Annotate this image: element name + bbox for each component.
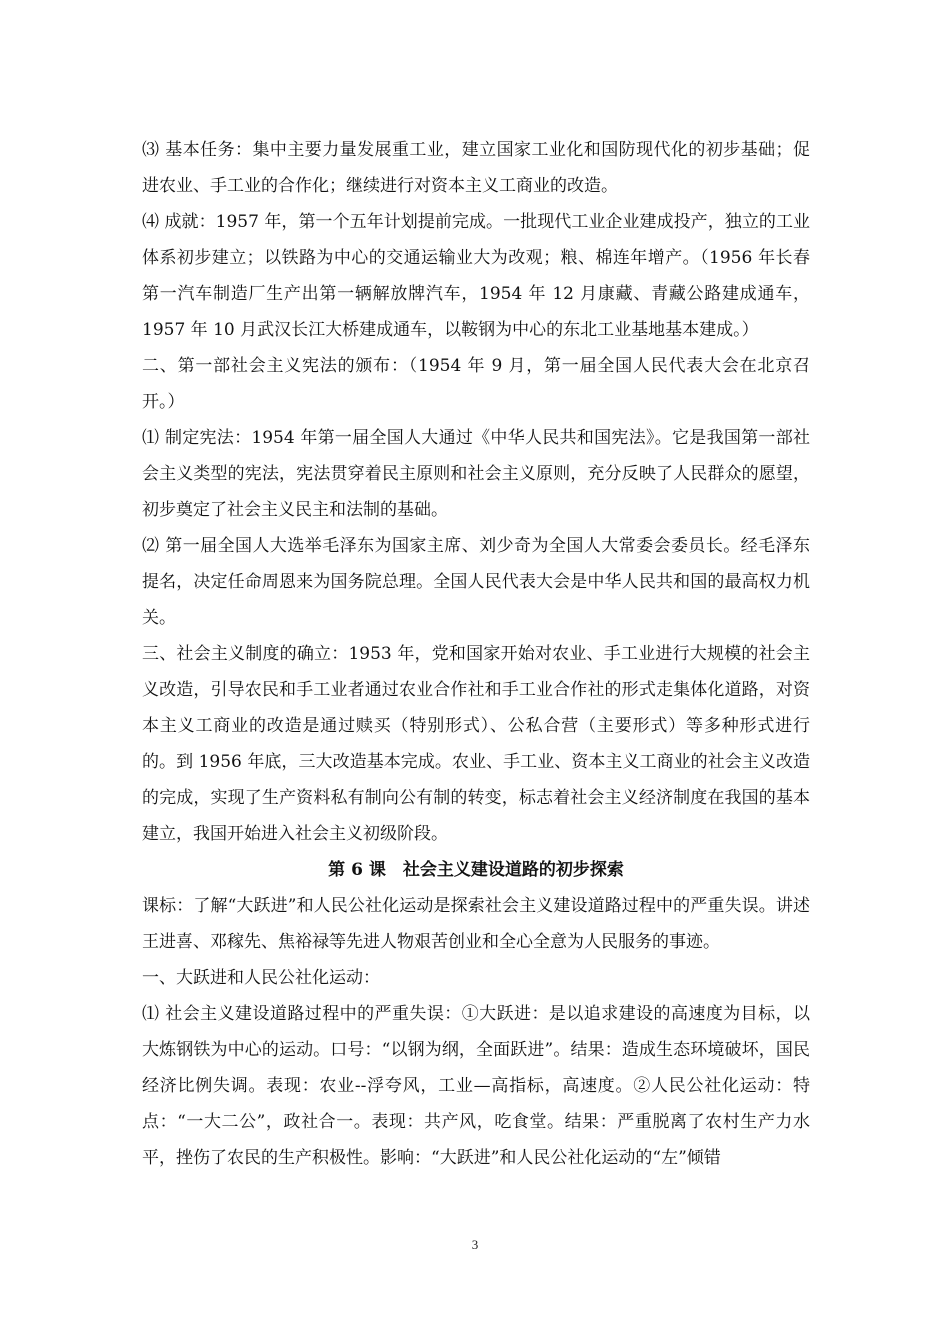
- page-number: 3: [471, 1237, 479, 1252]
- paragraph-socialist-system: 三、社会主义制度的确立：1953 年，党和国家开始对农业、手工业进行大规模的社会主义改造，引导农民和手工业者通过农业合作社和手工业合作社的形式走集体化道路，对资本主义工商业的改造是通过赎买（特别形式）、公私合营（主要形式）等多种形式进行的。到 1956 年底，三大改造基本完成。农业、手工业、资本主义工商业的社会主义改造的完成，实现了生产资料私有制向公有制的转变，标志着社会主义经济制度在我国的基本建立，我国开始进入社会主义初级阶段。: [142, 644, 810, 844]
- paragraph-basic-tasks: ⑶ 基本任务：集中主要力量发展重工业，建立国家工业化和国防现代化的初步基础；促进农业、手工业的合作化；继续进行对资本主义工商业的改造。: [142, 140, 810, 196]
- section-great-leap-title: 一、大跃进和人民公社化运动：: [142, 968, 380, 988]
- paragraph-serious-mistakes: ⑴ 社会主义建设道路过程中的严重失误：①大跃进：是以追求建设的高速度为目标，以大炼钢铁为中心的运动。口号：“以钢为纲，全面跃进”。结果：造成生态环境破坏，国民经济比例失调。表现：农业--浮夸风，工业—高指标，高速度。②人民公社化运动：特点：“一大二公”，政社合一。表现：共产风，吃食堂。结果：严重脱离了农村生产力水平，挫伤了农民的生产积极性。影响：“大跃进”和人民公社化运动的“左”倾错: [142, 1004, 810, 1168]
- paragraph-curriculum-standard: 课标：了解“大跃进”和人民公社化运动是探索社会主义建设道路过程中的严重失误。讲述王进喜、邓稼先、焦裕禄等先进人物艰苦创业和全心全意为人民服务的事迹。: [142, 896, 810, 952]
- lesson-heading: 第 6 课 社会主义建设道路的初步探索: [328, 860, 624, 880]
- document-body: [142, 132, 810, 1176]
- paragraph-first-npc: ⑵ 第一届全国人大选举毛泽东为国家主席、刘少奇为全国人大常委会委员长。经毛泽东提名，决定任命周恩来为国务院总理。全国人民代表大会是中华人民共和国的最高权力机关。: [142, 536, 810, 628]
- section-constitution-title: 二、第一部社会主义宪法的颁布：（1954 年 9 月，第一届全国人民代表大会在北京召开。）: [142, 356, 810, 412]
- paragraph-achievements: ⑷ 成就：1957 年，第一个五年计划提前完成。一批现代工业企业建成投产，独立的工业体系初步建立；以铁路为中心的交通运输业大为改观；粮、棉连年增产。（1956 年长春第一汽车制造厂生产出第一辆解放牌汽车，1954 年 12 月康藏、青藏公路建成通车，1957 年 10 月武汉长江大桥建成通车，以鞍钢为中心的东北工业基地基本建成。）: [142, 212, 810, 340]
- paragraph-constitution: ⑴ 制定宪法：1954 年第一届全国人大通过《中华人民共和国宪法》。它是我国第一部社会主义类型的宪法，宪法贯穿着民主原则和社会主义原则，充分反映了人民群众的愿望，初步奠定了社会主义民主和法制的基础。: [142, 428, 810, 520]
